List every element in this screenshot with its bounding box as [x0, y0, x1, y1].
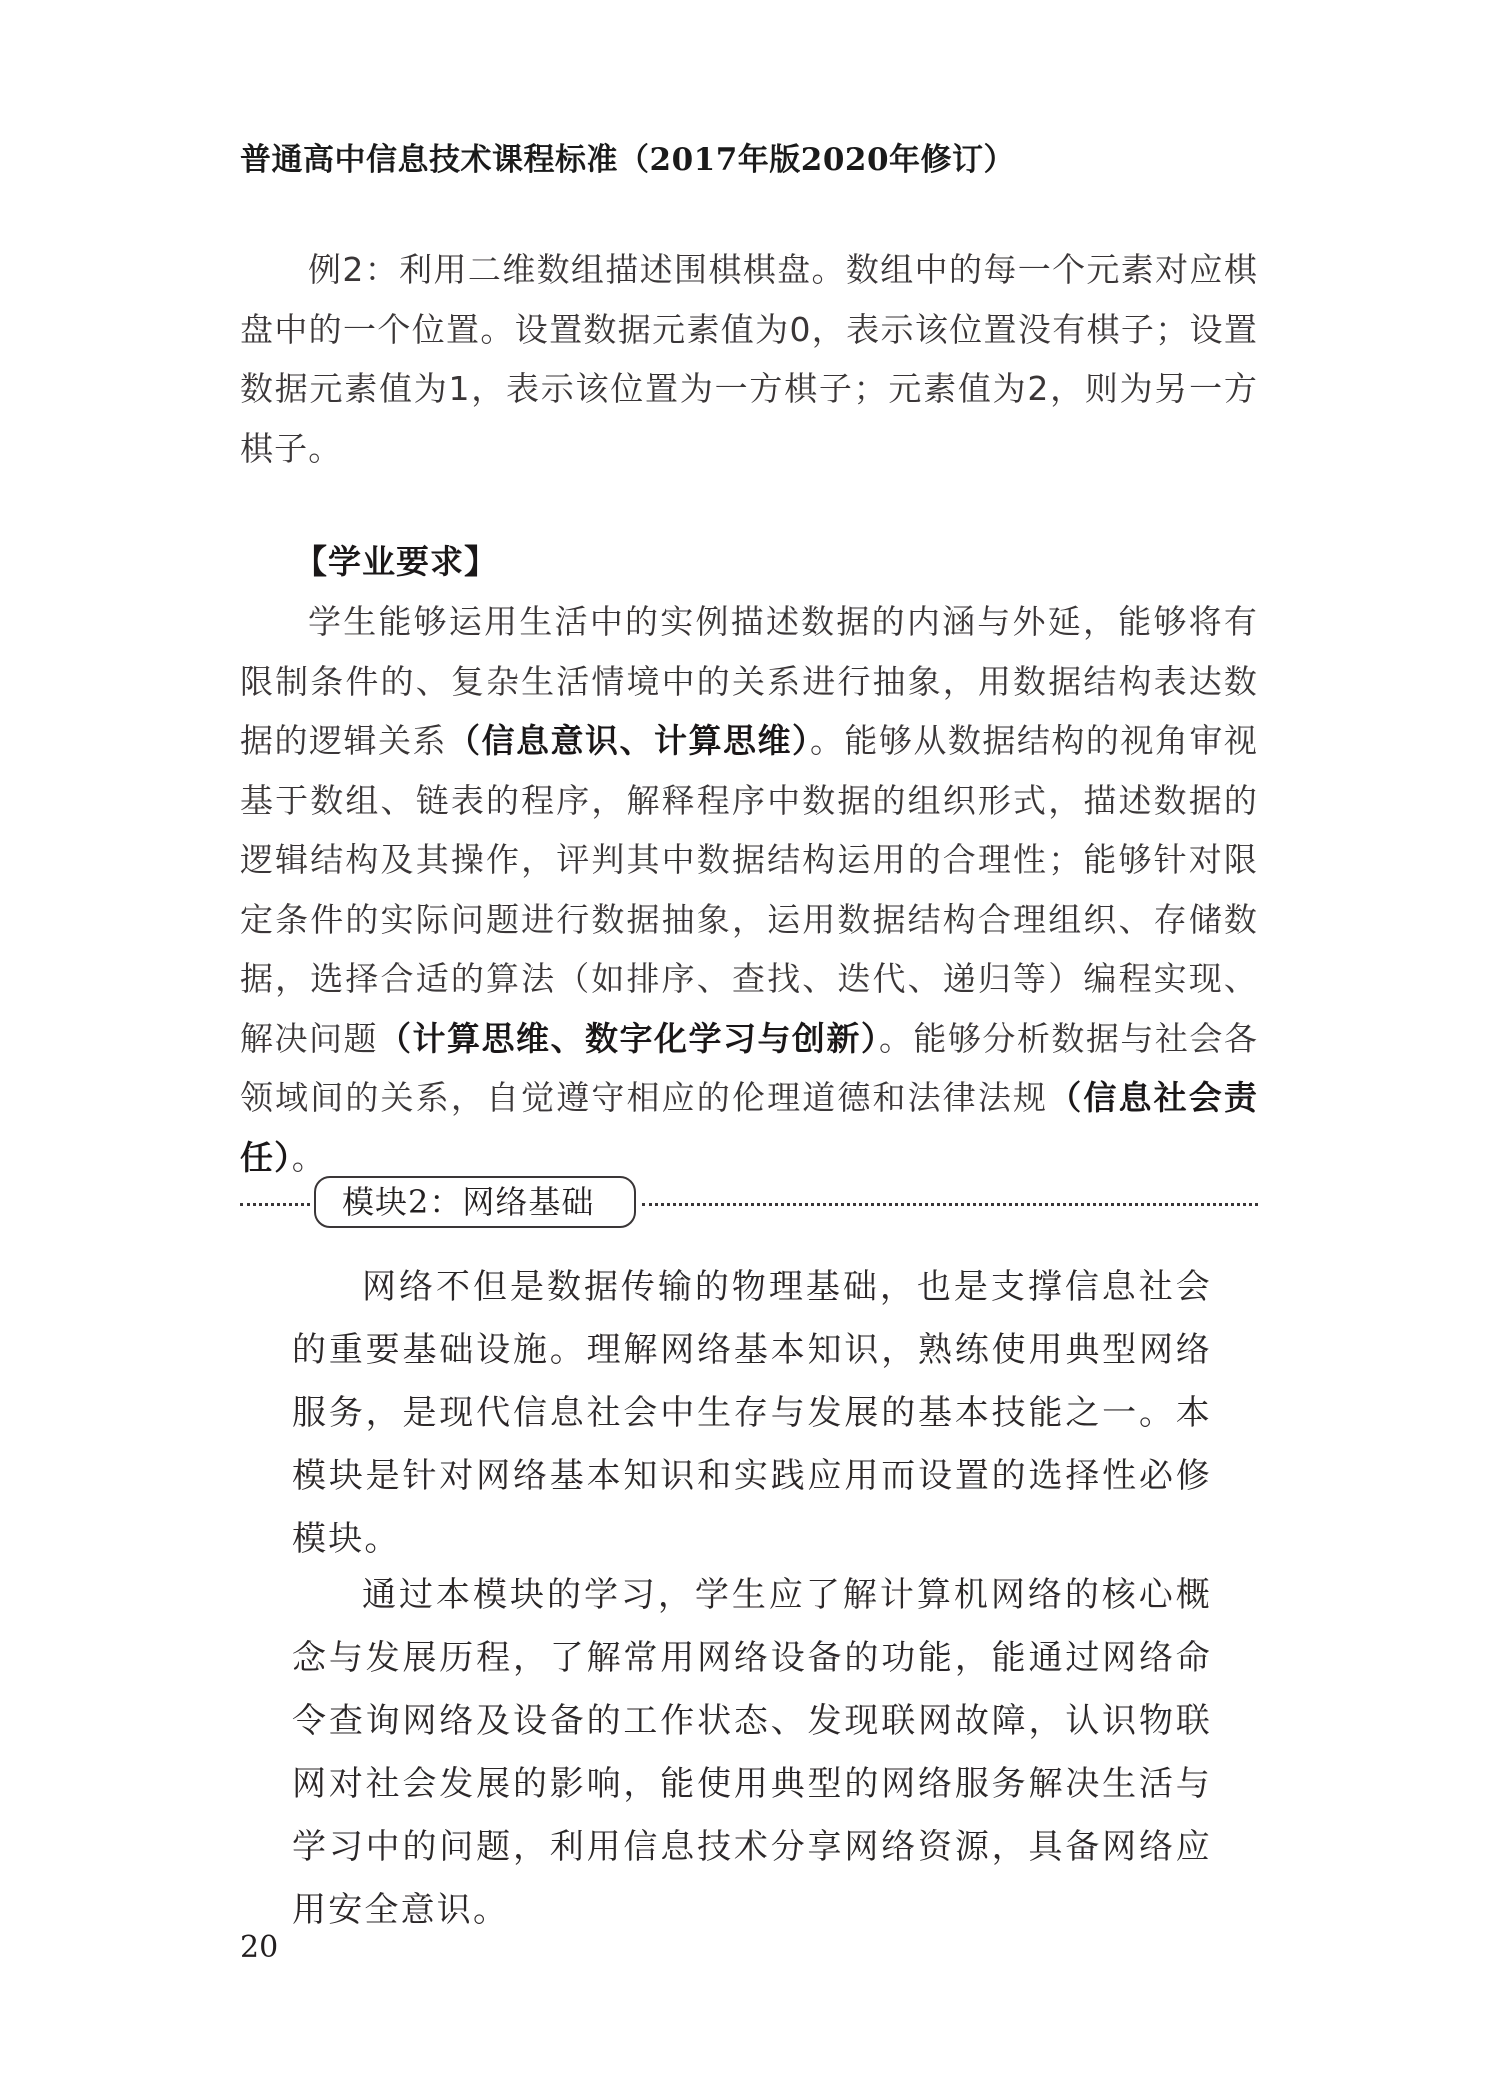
page-number: 20 [240, 1930, 279, 1965]
requirements-text-4: 。 [291, 1137, 326, 1177]
requirements-text-3: 。能够分析数据与社会各领域间的关系，自觉遵守相应的伦理道德和法律法规 [240, 1018, 1258, 1117]
dotted-rule-right [642, 1203, 1258, 1206]
dotted-rule-left [240, 1203, 310, 1206]
example-paragraph: 例2：利用二维数组描述围棋棋盘。数组中的每一个元素对应棋盘中的一个位置。设置数据元素值为0，表示该位置没有棋子；设置数据元素值为1，表示该位置为一方棋子；元素值为2，则为另一方棋子。 [240, 250, 1258, 468]
module-intro-paragraph: 网络不但是数据传输的物理基础，也是支撑信息社会的重要基础设施。理解网络基本知识，熟练使用典型网络服务，是现代信息社会中生存与发展的基本技能之一。本模块是针对网络基本知识和实践应用而设置的选择性必修模块。 [292, 1267, 1212, 1559]
module-title-tag: 模块2：网络基础 [314, 1176, 636, 1228]
section-heading-academic-requirements: 【学业要求】 [294, 542, 498, 581]
core-literacy-1: （信息意识、计算思维） [446, 721, 810, 760]
requirements-text-2: 。能够从数据结构的视角审视基于数组、链表的程序，解释程序中数据的组织形式，描述数据的逻辑结构及其操作，评判其中数据结构运用的合理性；能够针对限定条件的实际问题进行数据抽象，运用数据结构合理组织、存储数据，选择合适的算法（如排序、查找、迭代、递归等）编程实现、解决问题 [240, 721, 1258, 1058]
module-goals-paragraph: 通过本模块的学习，学生应了解计算机网络的核心概念与发展历程，了解常用网络设备的功能，能通过网络命令查询网络及设备的工作状态、发现联网故障，认识物联网对社会发展的影响，能使用典型的网络服务解决生活与学习中的问题，利用信息技术分享网络资源，具备网络应用安全意识。 [292, 1575, 1212, 1930]
running-header: 普通高中信息技术课程标准（2017年版2020年修订） [240, 142, 1016, 178]
academic-requirements-paragraph [240, 592, 1258, 1187]
module-title-bar [240, 1176, 1258, 1232]
core-literacy-2: （计算思维、数字化学习与创新） [377, 1018, 879, 1058]
core-literacy-3: （信息社会责任） [240, 1078, 1258, 1177]
requirements-text-1: 学生能够运用生活中的实例描述数据的内涵与外延，能够将有限制条件的、复杂生活情境中的关系进行抽象，用数据结构表达数据的逻辑关系 [240, 602, 1258, 760]
